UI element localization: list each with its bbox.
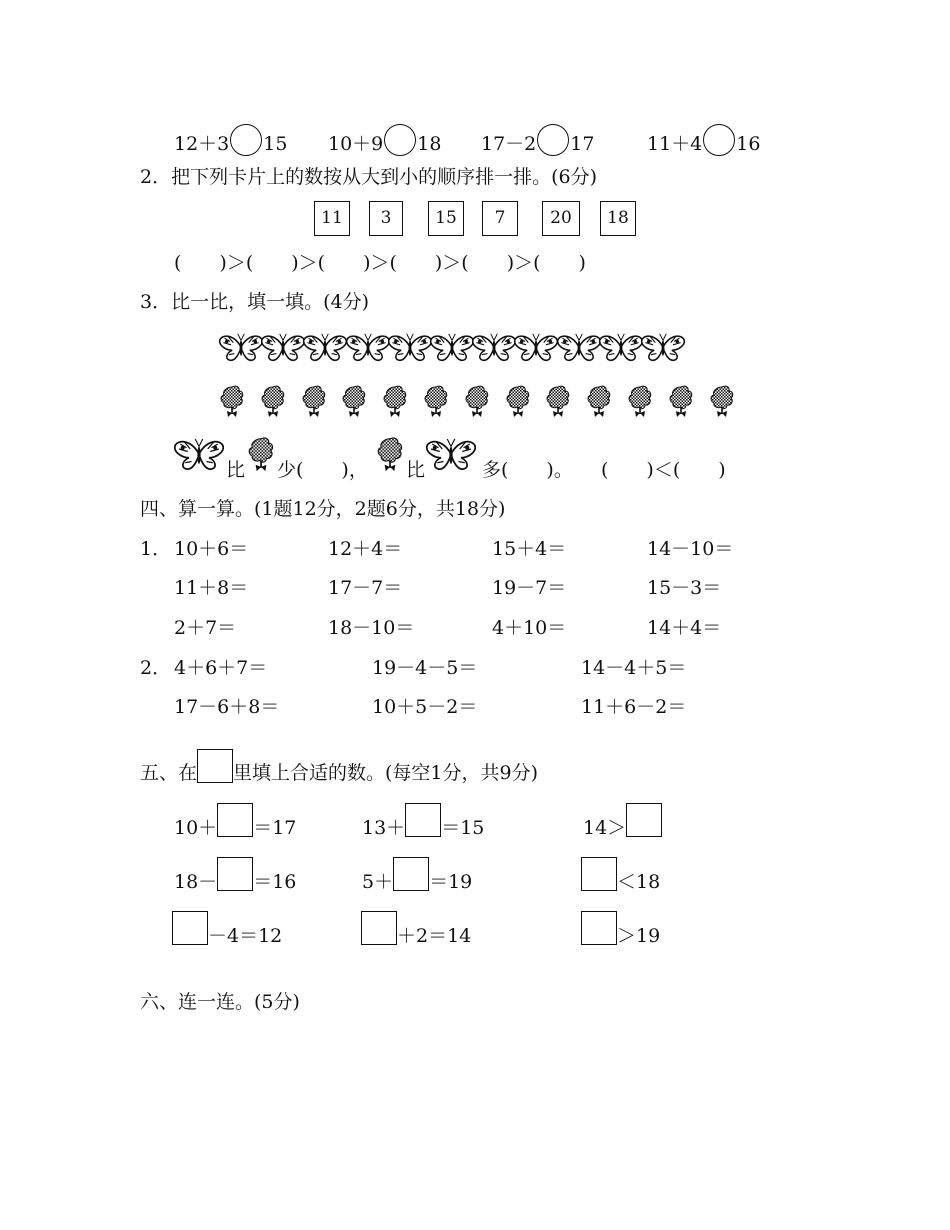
butterfly-icon — [599, 329, 643, 365]
answer-circle[interactable] — [230, 124, 262, 156]
eq-pre: 5＋ — [362, 871, 394, 893]
answer-circle[interactable] — [384, 124, 416, 156]
butterfly-icon — [426, 432, 476, 476]
equation: 14＋4＝ — [647, 617, 722, 639]
flower-icon — [301, 383, 327, 421]
answer-circle[interactable] — [703, 124, 735, 156]
compare-text-2: 比 — [406, 459, 426, 481]
section5-title-post: 里填上合适的数。(每空1分，共9分) — [233, 762, 539, 784]
flower-icon — [219, 383, 245, 421]
q1-item-3 — [481, 124, 594, 156]
butterfly-icon — [346, 329, 390, 365]
sample-box-icon — [197, 749, 233, 783]
section6-title: 六、连一连。(5分) — [140, 991, 300, 1013]
eq-post: ＞19 — [617, 925, 661, 947]
eq-post: ＝16 — [253, 871, 297, 893]
equation: 15－3＝ — [647, 577, 722, 599]
answer-box[interactable] — [361, 911, 397, 945]
section5-title — [140, 749, 538, 785]
butterfly-icon — [261, 329, 305, 365]
q1-left: 11＋4 — [647, 133, 703, 155]
eq-pre: 10＋ — [174, 817, 218, 839]
butterfly-icon — [557, 329, 601, 365]
flower-icon — [247, 434, 275, 476]
fill-equation — [583, 803, 662, 840]
answer-box[interactable] — [405, 803, 441, 837]
compare-text-1: 比 — [226, 459, 246, 481]
part1-label: 1． — [140, 538, 172, 560]
flower-icon — [423, 383, 449, 421]
flower-icon — [505, 383, 531, 421]
answer-box[interactable] — [172, 911, 208, 945]
fill-equation — [172, 911, 282, 948]
section4-title: 四、算一算。(1题12分，2题6分，共18分) — [140, 498, 506, 520]
equation: 18－10＝ — [328, 617, 415, 639]
number-card: 11 — [314, 201, 350, 236]
butterfly-icon — [388, 329, 432, 365]
answer-box[interactable] — [581, 857, 617, 891]
q3-title: 3．比一比，填一填。(4分) — [140, 291, 370, 313]
butterfly-icon — [303, 329, 347, 365]
equation: 11＋8＝ — [174, 577, 249, 599]
answer-box[interactable] — [626, 803, 662, 837]
eq-post: ＝19 — [429, 871, 473, 893]
equation: 11＋6－2＝ — [581, 696, 687, 718]
q1-right: 16 — [736, 133, 761, 155]
fill-equation — [362, 803, 484, 840]
q1-item-1 — [174, 124, 287, 156]
q1-left: 12＋3 — [174, 133, 230, 155]
q1-item-4 — [647, 124, 760, 156]
flower-icon — [627, 383, 653, 421]
eq-post: ＜18 — [617, 871, 661, 893]
equation: 12＋4＝ — [328, 538, 403, 560]
compare-fewer-blank[interactable]: 少( )， — [277, 459, 368, 481]
fill-equation — [361, 911, 471, 948]
fill-equation — [174, 803, 296, 840]
flower-icon — [464, 383, 490, 421]
equation: 19－4－5＝ — [372, 657, 478, 679]
equation: 10＋5－2＝ — [372, 696, 478, 718]
flower-icon — [376, 434, 404, 476]
equation: 19－7＝ — [492, 577, 567, 599]
equation: 2＋7＝ — [174, 617, 237, 639]
fill-equation — [581, 857, 660, 894]
answer-box[interactable] — [393, 857, 429, 891]
fill-equation — [362, 857, 472, 894]
equation: 15＋4＝ — [492, 538, 567, 560]
answer-box[interactable] — [581, 911, 617, 945]
q1-left: 17－2 — [481, 133, 537, 155]
order-answer-line[interactable]: ( )＞( )＞( )＞( )＞( )＞( ) — [174, 252, 586, 274]
equation: 14－4＋5＝ — [581, 657, 687, 679]
section5-title-pre: 五、在 — [140, 762, 198, 784]
eq-post: ＝15 — [441, 817, 485, 839]
q1-right: 17 — [570, 133, 595, 155]
q1-right: 18 — [417, 133, 442, 155]
butterfly-icon — [174, 432, 224, 476]
equation: 17－6＋8＝ — [174, 696, 280, 718]
q2-title: 2．把下列卡片上的数按从大到小的顺序排一排。(6分) — [140, 166, 598, 188]
q1-right: 15 — [263, 133, 288, 155]
butterfly-icon — [472, 329, 516, 365]
flower-icon — [668, 383, 694, 421]
answer-box[interactable] — [217, 803, 253, 837]
flower-icon — [545, 383, 571, 421]
equation: 10＋6＝ — [174, 538, 249, 560]
eq-pre: 13＋ — [362, 817, 406, 839]
q1-left: 10＋9 — [328, 133, 384, 155]
equation: 14－10＝ — [647, 538, 734, 560]
equation: 4＋10＝ — [492, 617, 567, 639]
fill-equation — [174, 857, 296, 894]
answer-box[interactable] — [217, 857, 253, 891]
number-card: 3 — [369, 201, 403, 236]
butterfly-icon — [430, 329, 474, 365]
flower-icon — [709, 383, 735, 421]
compare-more-blank[interactable]: 多( )。 — [482, 459, 573, 481]
eq-post: ＋2＝14 — [397, 925, 472, 947]
eq-post: －4＝12 — [208, 925, 283, 947]
eq-pre: 18－ — [174, 871, 218, 893]
equation: 17－7＝ — [328, 577, 403, 599]
compare-expression[interactable]: ( )＜( ) — [601, 459, 726, 481]
equation: 4＋6＋7＝ — [174, 657, 268, 679]
number-card: 20 — [542, 201, 580, 236]
butterfly-icon — [641, 329, 685, 365]
flower-icon — [586, 383, 612, 421]
number-card: 18 — [600, 201, 636, 236]
butterfly-icon — [514, 329, 558, 365]
part2-label: 2． — [140, 657, 172, 679]
eq-post: ＝17 — [253, 817, 297, 839]
eq-pre: 14＞ — [583, 817, 627, 839]
flower-icon — [260, 383, 286, 421]
number-card: 15 — [428, 201, 464, 236]
answer-circle[interactable] — [537, 124, 569, 156]
flower-icon — [382, 383, 408, 421]
flower-icon — [341, 383, 367, 421]
q1-item-2 — [328, 124, 441, 156]
number-card: 7 — [482, 201, 518, 236]
fill-equation — [581, 911, 660, 948]
butterfly-icon — [219, 329, 263, 365]
